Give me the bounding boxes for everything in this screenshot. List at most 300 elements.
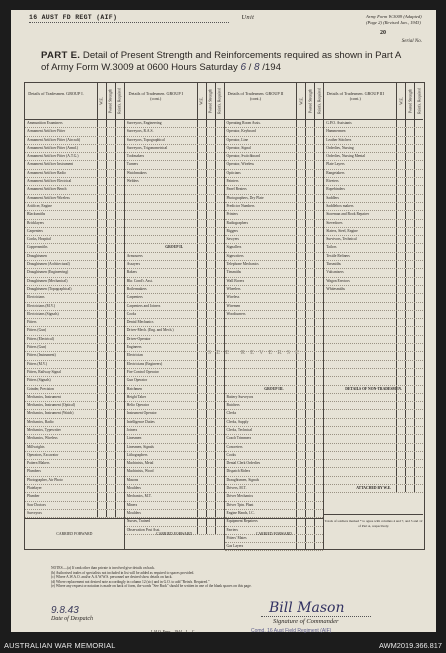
count-cells <box>97 402 124 409</box>
trade-row <box>25 361 124 369</box>
table-column <box>324 83 423 549</box>
trade-row <box>25 137 124 145</box>
trade-row <box>225 186 324 194</box>
trade-label: Plumber <box>27 494 40 499</box>
count-cells <box>197 460 224 467</box>
count-cells <box>97 203 124 210</box>
table-column <box>125 83 225 549</box>
trade-row <box>25 120 124 128</box>
count-cells <box>296 137 323 144</box>
trade-label: Cooks <box>126 311 137 316</box>
trade-row <box>324 145 423 153</box>
count-heading <box>314 83 324 119</box>
trade-row <box>125 178 224 186</box>
trade-row <box>25 410 124 418</box>
count-cells <box>197 228 224 235</box>
trade-row <box>225 493 324 501</box>
count-cell <box>115 444 124 451</box>
unit-label: Unit <box>241 14 255 21</box>
trade-row <box>125 244 224 252</box>
trade-label: Joiners <box>126 427 138 432</box>
trade-label: Ammunition Examiners <box>27 121 63 125</box>
count-cell <box>215 336 224 343</box>
count-cells <box>396 460 423 467</box>
count-cell <box>414 435 423 442</box>
count-cell <box>115 137 124 144</box>
trade-row <box>225 303 324 311</box>
trade-row <box>225 502 324 510</box>
count-cell <box>414 361 423 368</box>
count-cells <box>296 269 323 276</box>
count-cells <box>396 468 423 475</box>
trade-label: Mechanics, Wireless <box>27 436 58 441</box>
count-cell <box>215 468 224 475</box>
count-cells <box>97 377 124 384</box>
trade-row <box>324 394 423 402</box>
count-cells <box>396 394 423 401</box>
count-cell <box>414 269 423 276</box>
count-cell <box>414 195 423 202</box>
count-cells <box>197 410 224 417</box>
count-cells <box>396 319 423 326</box>
count-cells <box>396 178 423 185</box>
count-cells <box>296 477 323 484</box>
trade-row <box>25 178 124 186</box>
trade-row <box>225 435 324 443</box>
trade-label: Engineers <box>126 345 142 350</box>
count-cells <box>296 435 323 442</box>
trade-label: Orderlies, Nursing <box>326 145 354 150</box>
count-cell <box>314 203 323 210</box>
trade-row <box>125 269 224 277</box>
count-cell <box>314 336 323 343</box>
count-cell <box>215 493 224 500</box>
count-cell <box>414 220 423 227</box>
count-heading <box>115 83 125 119</box>
trade-row <box>225 137 324 145</box>
trade-label: Operator, Keyboard <box>226 129 256 134</box>
trade-label: Draughtsmen (Engineering) <box>27 270 69 275</box>
trade-row <box>324 120 423 128</box>
trade-label: Gun Operator <box>126 378 148 383</box>
count-cell <box>115 344 124 351</box>
count-cell <box>215 137 224 144</box>
count-cell <box>115 477 124 484</box>
column-heading <box>324 83 423 120</box>
unit-dotline <box>29 22 229 23</box>
count-cell <box>215 244 224 251</box>
trade-row <box>125 120 224 128</box>
dispatch-date: 9.8.43 <box>51 605 79 616</box>
count-cell <box>115 435 124 442</box>
count-cells <box>97 186 124 193</box>
carried-forward: Totals of soldiers marked * to agree with columns 4 and 7, and 3 and 12 of Part A, respectively. <box>324 514 423 549</box>
trade-label: Engine Hands, I.C. <box>226 510 255 515</box>
trade-row <box>125 369 224 377</box>
trade-row <box>225 244 324 252</box>
trade-row <box>25 278 124 286</box>
trade-row <box>225 153 324 161</box>
count-cells <box>296 502 323 509</box>
count-cells <box>97 228 124 235</box>
count-cell <box>314 410 323 417</box>
trade-row <box>25 460 124 468</box>
trade-label: Predictor Numbers <box>226 203 255 208</box>
count-cells <box>197 319 224 326</box>
trade-row <box>125 452 224 460</box>
count-cells <box>296 236 323 243</box>
count-cells <box>296 294 323 301</box>
trade-label: Armament Artificer Electrical <box>27 179 72 184</box>
count-cells <box>296 402 323 409</box>
count-cell <box>314 477 323 484</box>
count-cell <box>314 220 323 227</box>
count-cells <box>97 161 124 168</box>
count-cell <box>215 444 224 451</box>
count-cells <box>396 402 423 409</box>
trade-row <box>225 170 324 178</box>
count-cells <box>97 211 124 218</box>
trade-label: Drivers, M.T. <box>226 486 247 491</box>
trade-row <box>25 468 124 476</box>
count-cells <box>97 311 124 318</box>
count-cells <box>296 203 323 210</box>
count-cells <box>396 344 423 351</box>
trade-label: Signallers <box>226 245 242 250</box>
count-cells <box>396 369 423 376</box>
count-cells <box>97 460 124 467</box>
trade-label: Draughtsmen <box>27 253 47 258</box>
count-cell <box>115 394 124 401</box>
count-cells <box>197 186 224 193</box>
count-cell <box>414 369 423 376</box>
print-line: L.H.Q. Press—1944—L—C— <box>151 630 199 634</box>
trade-label: Coach Trimmers <box>226 436 252 441</box>
count-cells <box>97 493 124 500</box>
carried-forward: CARRIED FORWARD <box>25 518 124 549</box>
count-cell <box>414 244 423 251</box>
count-cell <box>314 435 323 442</box>
trade-rows <box>125 120 224 535</box>
count-cell <box>314 444 323 451</box>
count-cells <box>97 485 124 492</box>
trade-label: Saw Doctors <box>27 502 46 507</box>
trade-label: Intelligence Duties <box>126 419 155 424</box>
trade-label: Assayers <box>126 262 141 267</box>
count-cell <box>414 419 423 426</box>
trade-label: Ropebinders <box>326 187 345 192</box>
trade-label: Turners <box>126 162 139 167</box>
trade-row <box>125 460 224 468</box>
count-cell <box>314 493 323 500</box>
trade-label: Whitesmiths <box>326 286 345 291</box>
count-cell <box>414 468 423 475</box>
count-cells <box>197 286 224 293</box>
trade-label: Operators, Excavator <box>27 452 59 457</box>
trade-label: Fitters (Gun) <box>27 328 47 333</box>
trade-label: Welders <box>126 179 139 184</box>
count-cells <box>197 120 224 127</box>
count-cells <box>97 195 124 202</box>
count-cells <box>197 211 224 218</box>
trade-label: Grinder, Precision <box>27 386 54 391</box>
count-cell <box>414 327 423 334</box>
count-cell <box>215 311 224 318</box>
count-cell <box>215 211 224 218</box>
count-cells <box>97 303 124 310</box>
trade-row <box>225 236 324 244</box>
count-cells <box>396 269 423 276</box>
trade-row <box>324 361 423 369</box>
trade-row <box>125 410 224 418</box>
count-cells <box>97 386 124 393</box>
trade-label: Armament Artificer Fitter <box>27 129 66 134</box>
count-cell <box>414 278 423 285</box>
count-cells <box>396 444 423 451</box>
count-cell <box>115 303 124 310</box>
count-cell <box>115 319 124 326</box>
trade-row <box>125 186 224 194</box>
date-day: 6 <box>240 62 246 73</box>
count-cells <box>197 269 224 276</box>
count-cell <box>314 327 323 334</box>
count-cells <box>197 402 224 409</box>
trade-row <box>225 261 324 269</box>
trade-row <box>225 195 324 203</box>
trade-label: Draughtsmen (Mechanical) <box>27 278 68 283</box>
count-cells <box>97 145 124 152</box>
count-cells <box>296 153 323 160</box>
count-cells <box>97 137 124 144</box>
count-cell <box>314 386 323 393</box>
trade-label: Mechanics, Instrument (Optical) <box>27 403 76 408</box>
count-cell <box>314 161 323 168</box>
trade-row <box>25 269 124 277</box>
trade-row <box>324 477 423 485</box>
count-cells <box>97 120 124 127</box>
trade-row <box>324 303 423 311</box>
part-label: PART E. <box>41 50 81 61</box>
trade-row <box>225 419 324 427</box>
trade-label: Cooks, Hospital <box>27 237 51 242</box>
trade-row <box>125 236 224 244</box>
count-cell <box>215 153 224 160</box>
form-title: PART E. Detail of Present Strength and Reinforcements required as shown in Part A of Army Form W.3009 at 0600 Hours Saturday 6 / 8 /194 <box>41 50 401 73</box>
trade-row <box>324 161 423 169</box>
count-cells <box>396 361 423 368</box>
trade-label: Nurses, Trained <box>126 519 151 524</box>
count-cell <box>414 336 423 343</box>
trade-label: Saddlers <box>326 195 339 200</box>
count-cell <box>414 485 423 492</box>
trade-label: Slaters, Steel, Engine <box>326 228 358 233</box>
count-cell <box>215 477 224 484</box>
trade-row <box>125 286 224 294</box>
column-heading-text: Details of Tradesmen. GROUP I. <box>28 91 84 96</box>
trade-label: Panel Beaters <box>226 187 247 192</box>
unit-header <box>29 14 254 21</box>
trade-rows <box>324 120 423 493</box>
count-cell <box>215 120 224 127</box>
count-cell <box>215 294 224 301</box>
trade-label: Coppersmiths <box>27 245 48 250</box>
trade-row <box>25 170 124 178</box>
trade-label: Rangetakers <box>326 170 345 175</box>
count-cell <box>414 145 423 152</box>
serial-label: Serial No. <box>401 39 422 44</box>
count-cells <box>97 468 124 475</box>
trade-label: Hammermen <box>326 129 346 134</box>
count-cell <box>314 128 323 135</box>
trade-row <box>125 145 224 153</box>
count-cell <box>414 377 423 384</box>
count-cell <box>215 510 224 517</box>
trade-label: Vulcanizers <box>326 270 344 275</box>
trade-row <box>25 427 124 435</box>
trade-label: ATTACHED BY W.E. <box>356 486 391 491</box>
count-cell <box>215 278 224 285</box>
count-cells <box>296 485 323 492</box>
trade-row <box>125 510 224 518</box>
count-cells <box>97 178 124 185</box>
count-cells <box>197 161 224 168</box>
count-cells <box>296 369 323 376</box>
count-cell <box>215 502 224 509</box>
strength-table <box>24 82 425 550</box>
trade-label: Mechanics, Typewriter <box>27 427 61 432</box>
count-cell <box>215 394 224 401</box>
trade-row <box>125 386 224 394</box>
column-heading-text: Details of Tradesmen. GROUP I (cont.) <box>128 91 183 101</box>
trade-row <box>324 327 423 335</box>
count-cell <box>115 178 124 185</box>
trade-label: Artificer, Engine <box>27 203 52 208</box>
trade-row <box>225 394 324 402</box>
count-cells <box>396 452 423 459</box>
count-cells <box>97 236 124 243</box>
trade-row <box>25 153 124 161</box>
count-cells <box>197 244 224 251</box>
trade-row <box>324 460 423 468</box>
trade-row <box>125 195 224 203</box>
count-cells <box>97 294 124 301</box>
trade-row <box>125 468 224 476</box>
count-cell <box>215 435 224 442</box>
trade-row <box>324 211 423 219</box>
trade-row <box>225 319 324 327</box>
trade-row <box>324 195 423 203</box>
count-cell <box>414 228 423 235</box>
trade-label: Saddlebox makers <box>326 203 354 208</box>
note-line: NOTES.—(a) If rank other than private is involved give details on back. <box>51 566 156 570</box>
count-cell <box>314 145 323 152</box>
count-cell <box>414 410 423 417</box>
count-cell <box>414 294 423 301</box>
count-cells <box>396 153 423 160</box>
trade-label: Fitters' Mates <box>226 535 247 540</box>
trade-label: Clerks, Supply <box>226 419 249 424</box>
trade-row <box>25 303 124 311</box>
trade-label: Carpenters <box>27 228 43 233</box>
count-cell <box>215 386 224 393</box>
trade-label: GROUP III. <box>264 386 284 391</box>
trade-label: Armament Artificer Wireless <box>27 195 70 200</box>
count-cells <box>97 452 124 459</box>
count-cells <box>296 186 323 193</box>
trade-label: Printers <box>226 212 238 217</box>
count-cells <box>296 261 323 268</box>
column-heading-text: Details of Tradesmen. GROUP III (cont.) <box>326 91 384 101</box>
count-cells <box>396 120 423 127</box>
trade-label: Bakers <box>126 270 137 275</box>
count-cell <box>414 311 423 318</box>
trade-row <box>25 394 124 402</box>
unit-text: 16 AUST FD REGT (AIF) <box>29 14 118 21</box>
trade-row <box>25 186 124 194</box>
count-cells <box>197 220 224 227</box>
count-cells <box>197 170 224 177</box>
count-cells <box>197 137 224 144</box>
count-cells <box>197 195 224 202</box>
trade-row <box>125 153 224 161</box>
trade-label: Telephone Mechanics <box>226 262 259 267</box>
trade-row <box>225 427 324 435</box>
trade-row <box>324 137 423 145</box>
trade-label: Survivors, Technical <box>326 237 357 242</box>
trade-row <box>225 128 324 136</box>
count-heading-label: Posted Strength <box>408 89 412 113</box>
trade-label: Operator, Switchboard <box>226 154 260 159</box>
trade-row <box>25 145 124 153</box>
count-cell <box>414 186 423 193</box>
trade-row <box>225 178 324 186</box>
count-cells <box>396 128 423 135</box>
trade-row <box>125 220 224 228</box>
count-cells <box>197 427 224 434</box>
trade-label: Opticians <box>226 170 241 175</box>
count-heading <box>414 83 424 119</box>
trade-label: Machinists, Wood <box>126 469 154 474</box>
trade-label: Riveters <box>326 179 339 184</box>
trade-label: Observation Post Asst. <box>126 527 161 532</box>
trade-row <box>324 261 423 269</box>
count-cells <box>197 178 224 185</box>
trade-row <box>324 369 423 377</box>
count-cell <box>115 427 124 434</box>
count-cell <box>314 502 323 509</box>
trade-label: Bkr. Cond'r. Asst. <box>126 278 153 283</box>
trade-row <box>25 502 124 510</box>
count-cells <box>296 336 323 343</box>
dispatch-label: Date of Despatch <box>51 616 93 622</box>
trade-label: Wiremen <box>226 303 241 308</box>
count-cells <box>396 427 423 434</box>
trade-label: Armament Artificer Fitter (Armd.) <box>27 145 78 150</box>
count-cell <box>314 319 323 326</box>
count-cell <box>414 153 423 160</box>
count-heading-label: Reinfs. Required <box>217 88 222 114</box>
date-month: 8 <box>254 62 260 73</box>
count-cells <box>396 419 423 426</box>
trade-row <box>125 493 224 501</box>
trade-label: Draughtsmen (Topographical) <box>27 286 72 291</box>
count-cells <box>97 344 124 351</box>
trade-row <box>324 278 423 286</box>
trade-rows <box>225 120 324 551</box>
count-cells <box>296 394 323 401</box>
trade-label: Leather Stitchers <box>326 137 352 142</box>
count-cells <box>197 236 224 243</box>
